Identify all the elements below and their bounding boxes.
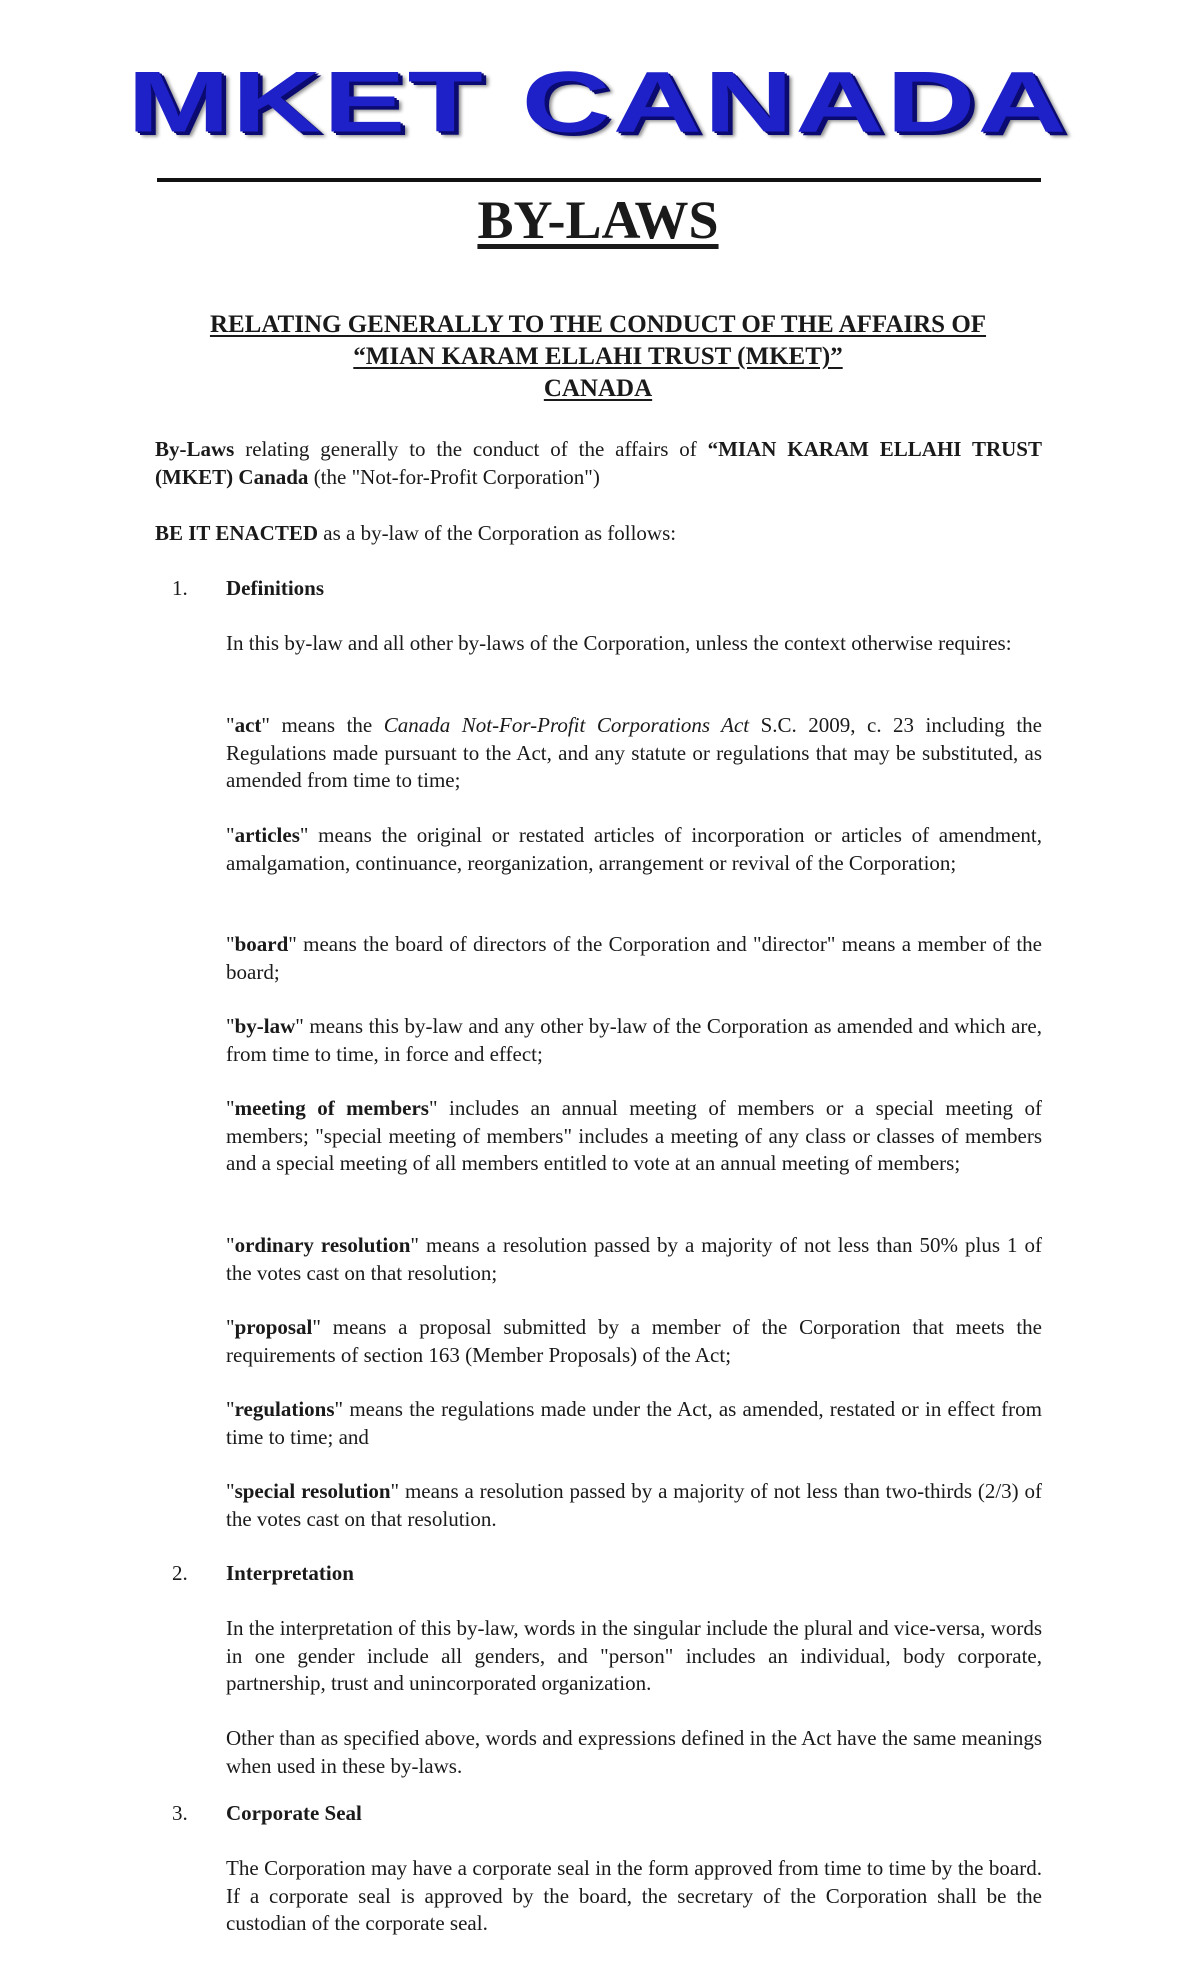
definition-text: " includes an annual meeting of members or a special meeting of members; "special meeting of members" includes a meeting of any class or classes of members and a special meeting of all members entitled to vote at an annual meeting of members; xyxy=(226,1096,1042,1175)
definition-text: " means the original or restated articles of incorporation or articles of amendment, amalgamation, continuance, reorganization, arrangement or revival of the Corporation; xyxy=(226,823,1042,875)
section-title: Corporate Seal xyxy=(226,1801,362,1825)
section-number: 1. xyxy=(172,576,188,600)
definition-text: " means this by-law and any other by-law of the Corporation as amended and which are, from time to time, in force and effect; xyxy=(226,1014,1042,1066)
act-citation: Canada Not-For-Profit Corporations Act xyxy=(383,713,750,737)
intro-corporation-name: “MIAN KARAM ELLAHI TRUST (MKET) Canada xyxy=(155,437,1042,489)
definition-text: " means the regulations made under the Act, as amended, restated or in effect from time to time; and xyxy=(226,1397,1042,1449)
definition-text: " means a resolution passed by a majority of not less than 50% plus 1 of the votes cast on that resolution; xyxy=(226,1233,1043,1285)
enact-text: as a by-law of the Corporation as follows: xyxy=(318,521,677,545)
definitions-intro: In this by-law and all other by-laws of the Corporation, unless the context otherwise requires: xyxy=(226,631,1012,655)
corporate-seal-paragraph: The Corporation may have a corporate seal in the form approved from time to time by the board. If a corporate seal is approved by the board, the secretary of the Corporation shall be the custodian of the corporate seal. xyxy=(226,1856,1042,1935)
section-number: 3. xyxy=(172,1801,188,1825)
definition-articles: "articles" means the original or restated articles of incorporation or articles of amendment, amalgamation, continuance, reorganization, arrangement or revival of the Corporation; xyxy=(226,823,1042,875)
intro-lead: By-Laws xyxy=(155,437,235,461)
organization-banner-logo: MKET CANADA xyxy=(127,53,1069,151)
section-title: Definitions xyxy=(226,576,325,600)
definition-regulations: "regulations" means the regulations made under the Act, as amended, restated or in effect from time to time; and xyxy=(226,1397,1042,1449)
subtitle-line-3: CANADA xyxy=(543,375,653,402)
section-heading-definitions xyxy=(172,575,324,603)
definition-term: ordinary resolution xyxy=(234,1233,411,1257)
definition-ordinary-resolution: "ordinary resolution" means a resolution passed by a majority of not less than 50% plus 1 of the votes cast on that resolution; xyxy=(226,1233,1043,1285)
section-title: Interpretation xyxy=(226,1561,354,1585)
definition-text: " means the board of directors of the Corporation and "director" means a member of the board; xyxy=(226,932,1042,984)
enact-lead: BE IT ENACTED xyxy=(155,521,318,545)
definition-term: by-law xyxy=(234,1014,296,1038)
document-subtitle xyxy=(150,309,1046,405)
enactment-clause xyxy=(155,520,1042,548)
interpretation-paragraph-1: In the interpretation of this by-law, words in the singular include the plural and vice-versa, words in one gender include all genders, and "person" includes an individual, body corporate, partnership, trust and unincorporated organization. xyxy=(226,1616,1042,1695)
intro-paragraph xyxy=(155,436,1042,491)
section-heading-corporate-seal xyxy=(172,1800,362,1828)
definition-special-resolution: "special resolution" means a resolution passed by a majority of not less than two-thirds (2/3) of the votes cast on that resolution. xyxy=(226,1479,1042,1531)
definition-term: meeting of members xyxy=(234,1096,429,1120)
intro-text-2: (the "Not-for-Profit Corporation") xyxy=(308,464,600,489)
intro-text-1: relating generally to the conduct of the affairs of xyxy=(234,437,708,461)
subtitle-line-1: RELATING GENERALLY TO THE CONDUCT OF THE AFFAIRS OF xyxy=(209,311,987,338)
document-title: BY-LAWS xyxy=(477,190,719,250)
definition-term: regulations xyxy=(234,1397,335,1421)
definition-board: "board" means the board of directors of the Corporation and "director" means a member of the board; xyxy=(226,932,1042,984)
horizontal-rule xyxy=(157,178,1041,182)
definition-term: act xyxy=(234,713,262,737)
definition-by-law: "by-law" means this by-law and any other by-law of the Corporation as amended and which are, from time to time, in force and effect; xyxy=(226,1014,1042,1066)
interpretation-paragraph-2: Other than as specified above, words and expressions defined in the Act have the same meanings when used in these by-laws. xyxy=(226,1726,1042,1778)
definition-text: " means the xyxy=(261,713,384,737)
section-heading-interpretation xyxy=(172,1560,354,1588)
definition-meeting-of-members: "meeting of members" includes an annual meeting of members or a special meeting of members; "special meeting of members" includes a meeting of any class or classes of members and a special meeting of all members entitled to vote at an annual meeting of members; xyxy=(226,1096,1042,1175)
subtitle-line-2: “MIAN KARAM ELLAHI TRUST (MKET)” xyxy=(353,343,843,370)
definition-term: board xyxy=(234,932,289,956)
definition-term: proposal xyxy=(234,1315,313,1339)
section-number: 2. xyxy=(172,1561,188,1585)
definition-proposal: "proposal" means a proposal submitted by a member of the Corporation that meets the requirements of section 163 (Member Proposals) of the Act; xyxy=(226,1315,1042,1367)
definition-term: articles xyxy=(234,823,300,847)
definition-term: special resolution xyxy=(234,1479,391,1503)
definition-text: " means a resolution passed by a majority of not less than two-thirds (2/3) of the votes cast on that resolution. xyxy=(226,1479,1042,1531)
definition-text: " means a proposal submitted by a member of the Corporation that meets the requirements of section 163 (Member Proposals) of the Act; xyxy=(226,1315,1042,1367)
definition-text: S.C. 2009, c. 23 including the Regulations made pursuant to the Act, and any statute or regulations that may be substituted, as amended from time to time; xyxy=(226,713,1042,792)
definition-act: "act" means the Canada Not-For-Profit Corporations Act S.C. 2009, c. 23 including the Regulations made pursuant to the Act, and any statute or regulations that may be substituted, as amended from time to time; xyxy=(226,713,1042,792)
